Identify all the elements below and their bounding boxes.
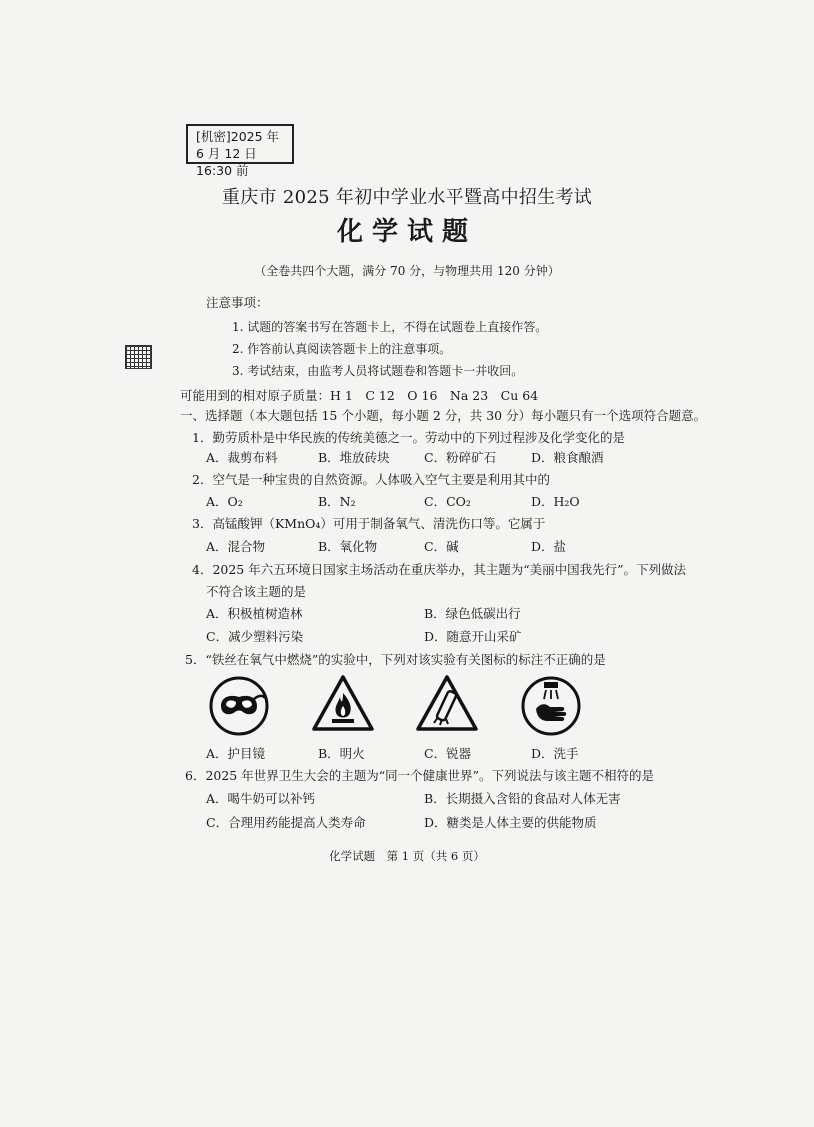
- question-1-option-b: B．堆放砖块: [318, 450, 390, 465]
- question-1-option-c: C．粉碎矿石: [424, 450, 497, 465]
- notice-item-2: 2. 作答前认真阅读答题卡上的注意事项。: [232, 342, 452, 356]
- question-4-stem-line-2: 不符合该主题的是: [206, 584, 307, 599]
- question-6-option-a: A．喝牛奶可以补钙: [206, 791, 316, 806]
- question-1-option-d: D．粮食酿酒: [531, 450, 604, 465]
- question-3-option-a: A．混合物: [206, 539, 266, 554]
- notice-heading: 注意事项：: [206, 295, 269, 310]
- page-footer: 化学试题 第 1 页（共 6 页）: [329, 849, 485, 863]
- question-1-stem: 1．勤劳质朴是中华民族的传统美德之一。劳动中的下列过程涉及化学变化的是: [192, 430, 625, 445]
- question-5-option-c: C．锐器: [424, 746, 472, 761]
- question-2-option-c: C．CO₂: [424, 494, 471, 509]
- question-5-stem: 5．“铁丝在氧气中燃烧”的实验中，下列对该实验有关图标的标注不正确的是: [185, 652, 606, 667]
- question-5-option-a: A．护目镜: [206, 746, 266, 761]
- question-2-option-a: A．O₂: [206, 494, 243, 509]
- hand-wash-icon: [520, 675, 582, 737]
- question-4-stem-line-1: 4．2025 年六五环境日国家主场活动在重庆举办，其主题为“美丽中国我先行”。下列做法: [192, 562, 687, 577]
- exam-subtitle: （全卷共四个大题，满分 70 分，与物理共用 120 分钟）: [254, 264, 560, 278]
- confidential-line-1: [机密]2025 年: [196, 129, 280, 144]
- notice-item-3: 3. 考试结束，由监考人员将试题卷和答题卡一并收回。: [232, 364, 524, 378]
- exam-title: 重庆市 2025 年初中学业水平暨高中招生考试: [221, 187, 593, 208]
- question-6-option-c: C．合理用药能提高人类寿命: [206, 815, 366, 830]
- question-2-option-d: D．H₂O: [531, 494, 580, 509]
- confidential-box: [186, 124, 294, 178]
- atomic-masses: 可能用到的相对原子质量：H 1 C 12 O 16 Na 23 Cu 64: [180, 388, 539, 403]
- question-6-option-b: B．长期摄入含铅的食品对人体无害: [424, 791, 621, 806]
- question-5-option-b: B．明火: [318, 746, 365, 761]
- goggles-icon: [208, 675, 270, 737]
- question-4-option-d: D．随意开山采矿: [424, 629, 522, 644]
- question-6-option-d: D．糖类是人体主要的供能物质: [424, 815, 597, 830]
- section-heading: 一、选择题（本大题包括 15 个小题，每小题 2 分，共 30 分）每小题只有一个选项符合题意。: [180, 408, 707, 423]
- sharp-object-icon: [414, 673, 480, 735]
- open-flame-icon: [310, 673, 376, 735]
- question-4-option-a: A．积极植树造林: [206, 606, 303, 621]
- question-3-stem: 3．高锰酸钾（KMnO₄）可用于制备氧气、清洗伤口等。它属于: [192, 516, 546, 531]
- question-3-option-c: C．碱: [424, 539, 459, 554]
- confidential-line-2: 6 月 12 日 16:30 前: [196, 146, 257, 178]
- question-1-option-a: A．裁剪布料: [206, 450, 278, 465]
- subject-title: 化学试题: [336, 217, 477, 247]
- question-3-option-d: D．盐: [531, 539, 567, 554]
- question-5-option-d: D．洗手: [531, 746, 579, 761]
- question-4-option-b: B．绿色低碳出行: [424, 606, 521, 621]
- notice-item-1: 1. 试题的答案书写在答题卡上，不得在试题卷上直接作答。: [232, 320, 548, 334]
- question-6-stem: 6．2025 年世界卫生大会的主题为“同一个健康世界”。下列说法与该主题不相符的是: [185, 768, 655, 783]
- question-2-stem: 2．空气是一种宝贵的自然资源。人体吸入空气主要是利用其中的: [192, 472, 550, 487]
- question-3-option-b: B．氧化物: [318, 539, 378, 554]
- question-2-option-b: B．N₂: [318, 494, 356, 509]
- question-4-option-c: C．减少塑料污染: [206, 629, 304, 644]
- barcode-mark: [125, 345, 152, 369]
